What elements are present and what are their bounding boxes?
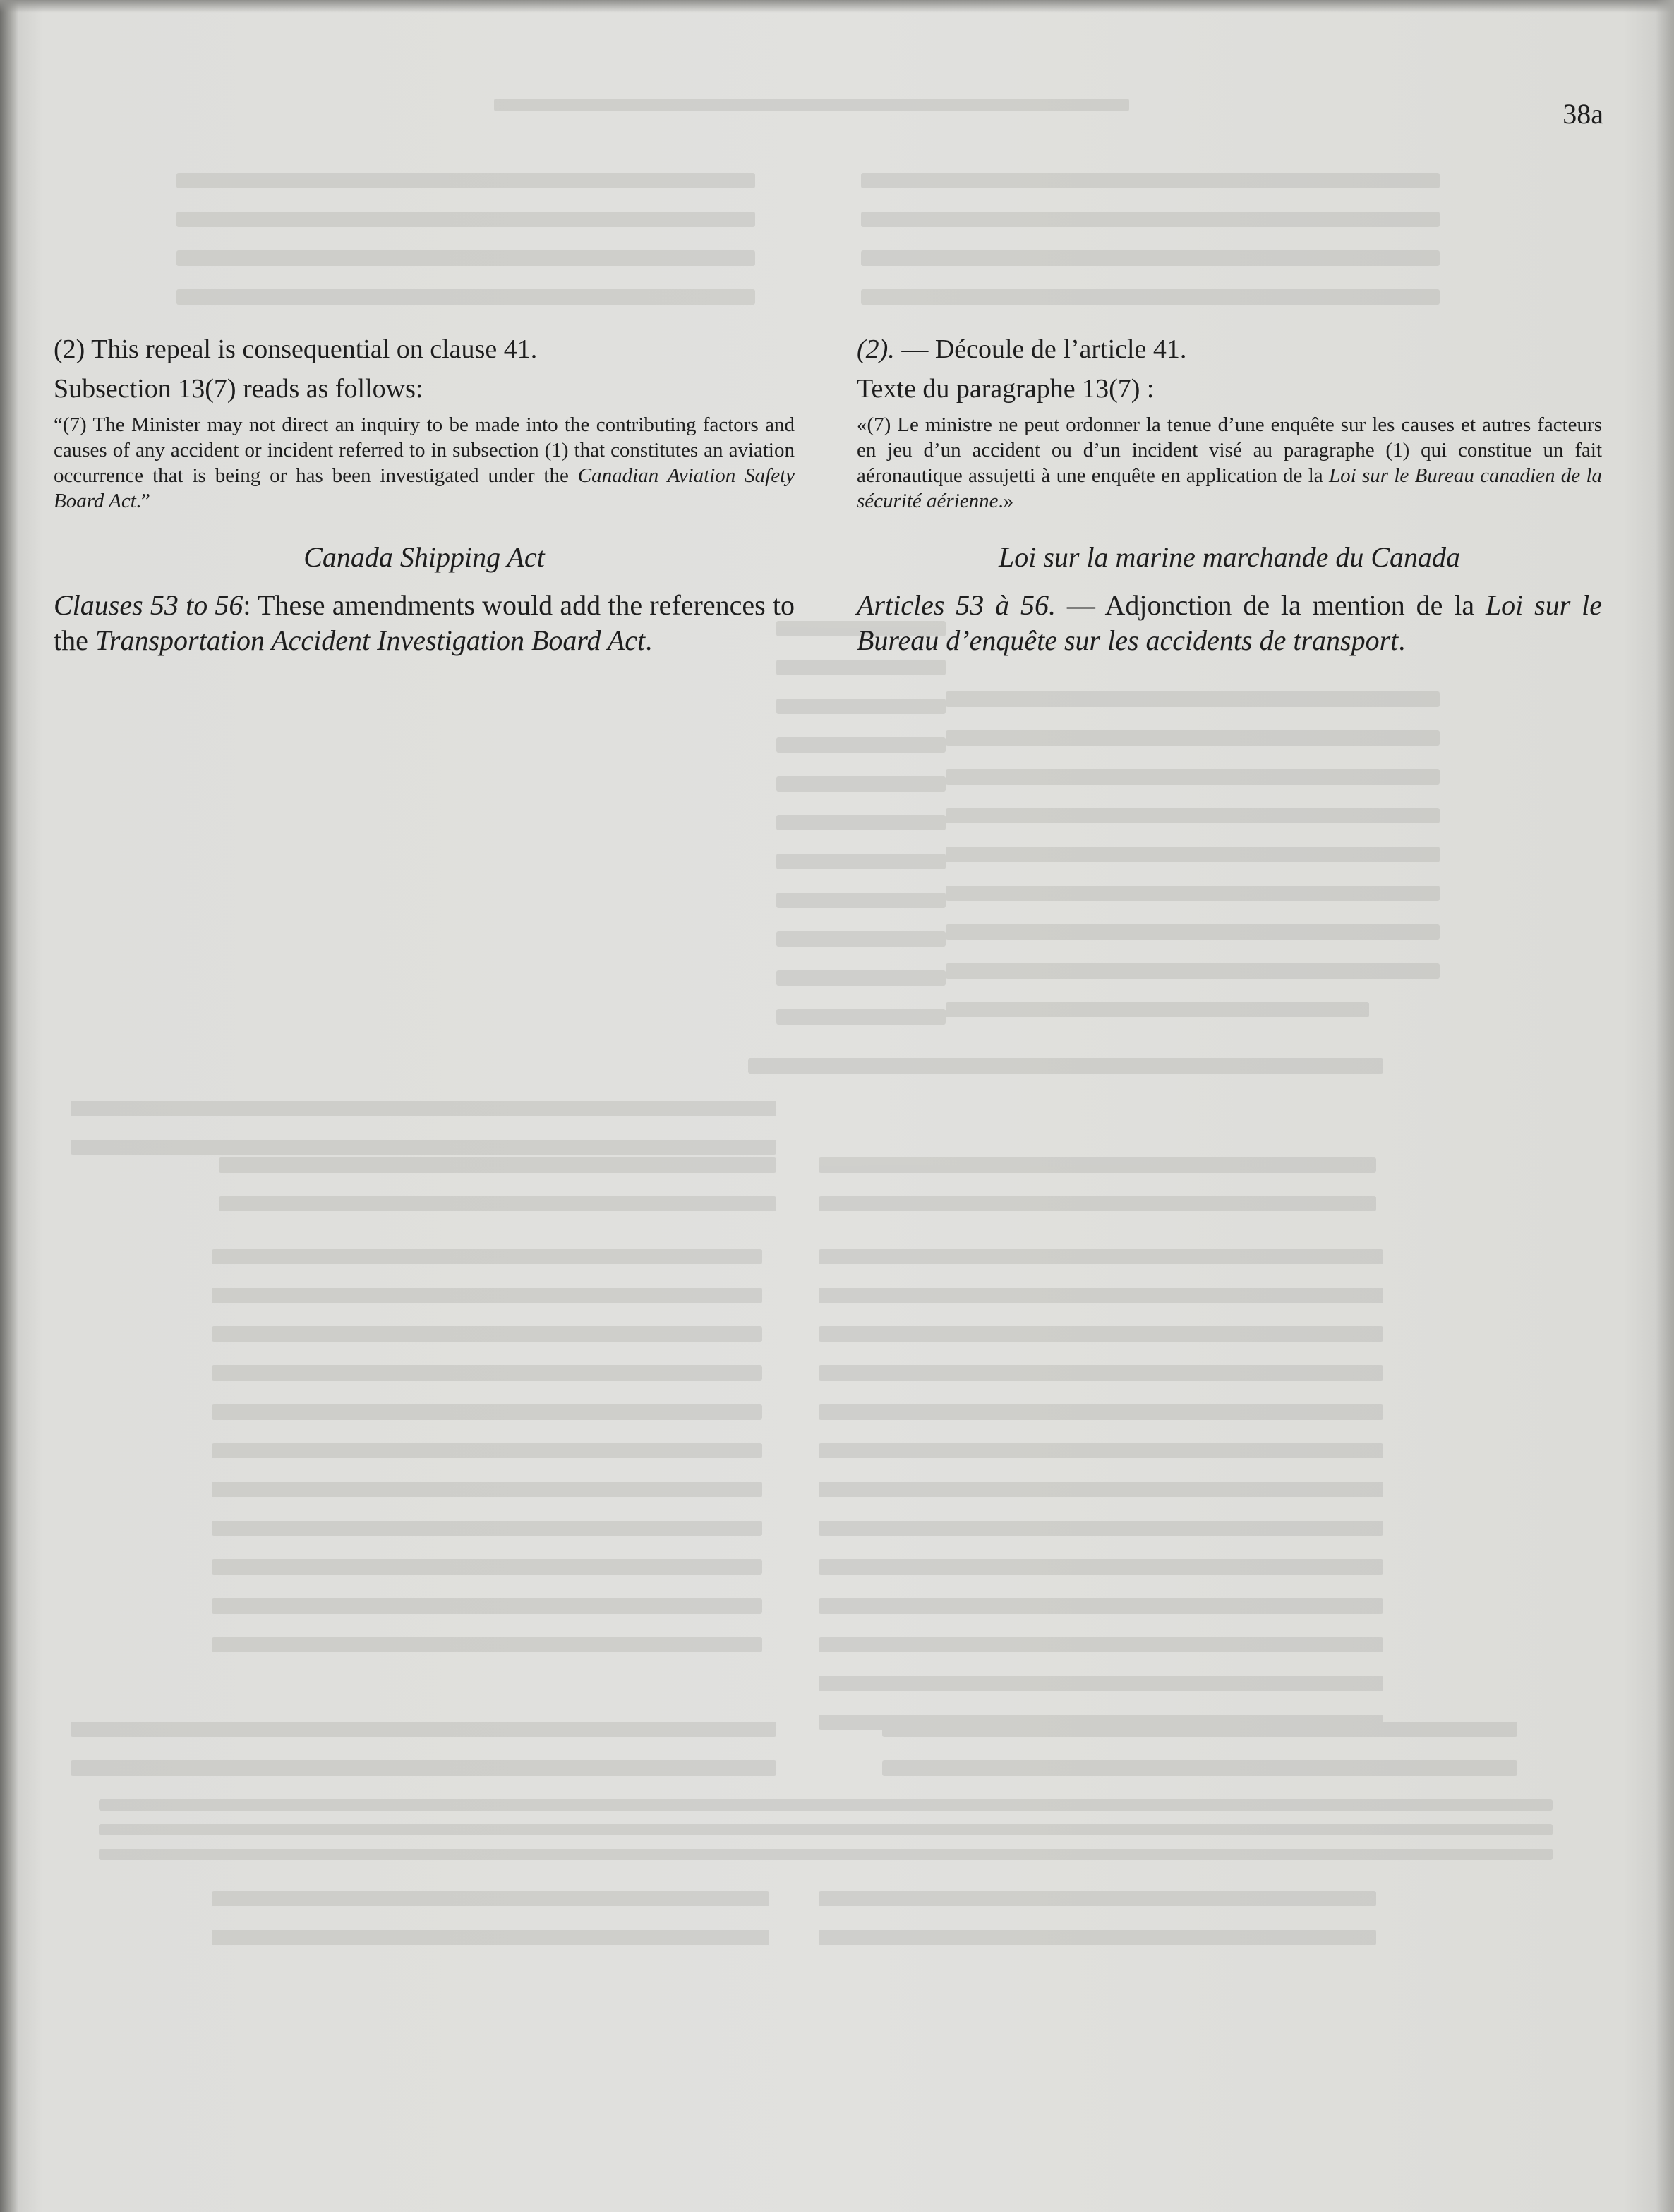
quote-text-fr: «(7) Le ministre ne peut ordonner la tenue d’une enquête sur les causes et autres facteurs en jeu d’un accident ou d’un incident visé au paragraphe (1) qui constitue un fait aéronautique assujetti à une enquête en application de la [857, 413, 1602, 487]
clauses-label: Clauses 53 to 56 [54, 589, 243, 621]
clauses-end-fr: . [1398, 624, 1406, 656]
clauses-end: . [645, 624, 653, 656]
quote-close-fr: .» [998, 490, 1014, 512]
clauses-act-title: Transportation Accident Investigation Board Act [95, 624, 646, 656]
clauses-text-fr: — Adjonction de la mention de la [1055, 589, 1486, 621]
clauses-text: : These amendments would add the references to the [54, 589, 795, 656]
quote-act-title: Canadian Aviation Safety Board Act [54, 464, 795, 512]
repeal-note: (2) This repeal is consequential on clause 41. [54, 334, 538, 364]
clauses-note [54, 588, 795, 658]
quote-close: .” [136, 490, 150, 512]
quote-act-title-fr: Loi sur le Bureau canadien de la sécurité aérienne [857, 464, 1602, 512]
quote-text: “(7) The Minister may not direct an inquiry to be made into the contributing factors and causes of any accident or incident referred to in subsection (1) that constitutes an aviation occurrence that is being or has been investigated under the [54, 413, 795, 487]
quoted-subsection-fr [857, 412, 1602, 514]
clauses-act-title-fr: Loi sur le Bureau d’enquête sur les accidents de transport [857, 589, 1603, 656]
act-heading-fr: Loi sur la marine marchande du Canada [998, 541, 1461, 573]
repeal-text-fr: — Découle de l’article 41. [894, 334, 1187, 364]
page-number: 38a [1562, 98, 1603, 130]
repeal-label-fr: (2). [857, 334, 895, 364]
clauses-note-fr [857, 588, 1602, 658]
repeal-note-fr [857, 332, 1602, 367]
subsection-intro: Subsection 13(7) reads as follows: [54, 374, 423, 404]
clauses-label-fr: Articles 53 à 56. [857, 589, 1056, 621]
french-column [857, 332, 1602, 658]
quoted-subsection [54, 412, 795, 514]
subsection-intro-fr: Texte du paragraphe 13(7) : [857, 374, 1155, 404]
act-heading: Canada Shipping Act [303, 541, 545, 573]
english-column [54, 332, 795, 658]
